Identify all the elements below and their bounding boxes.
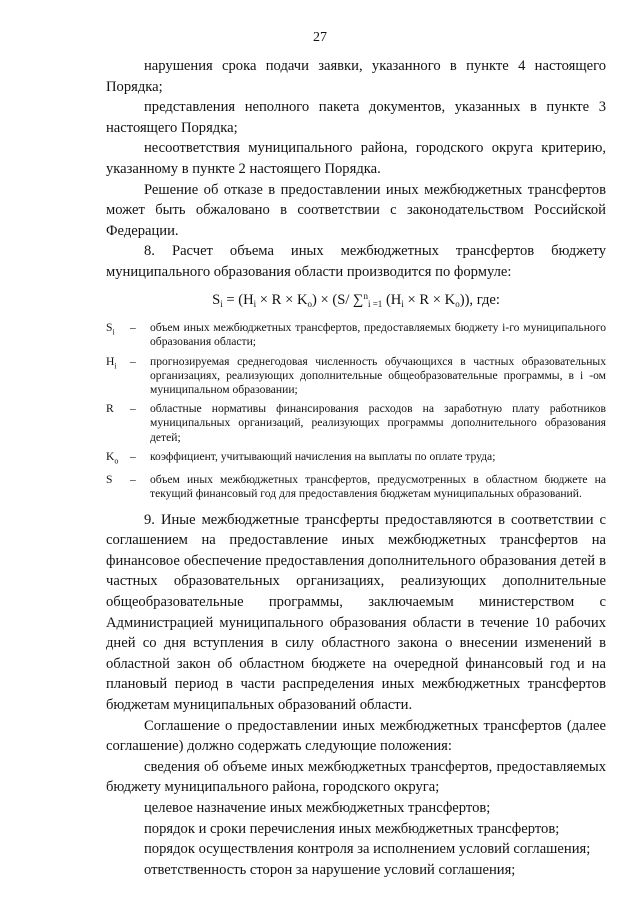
definition-text: коэффициент, учитывающий начисления на выплаты по оплате труда; <box>150 449 496 463</box>
definition-item <box>106 355 606 398</box>
definition-text: объем иных межбюджетных трансфертов, предусмотренных в областном бюджете на текущий финансовый год для предоставления бюджетам муниципальных образований. <box>150 473 606 501</box>
definition-text: объем иных межбюджетных трансфертов, предоставляемых бюджету i-го муниципального образования области; <box>150 321 606 349</box>
formula-sub: o <box>307 298 312 309</box>
paragraph: порядок осуществления контроля за исполнением условий соглашения; <box>144 841 591 858</box>
definition-symbol: S <box>106 473 113 487</box>
paragraph: несоответствия муниципального района, городского округа критерию, указанному в пункте 2 настоящего Порядка. <box>106 140 606 177</box>
formula-sub: i <box>220 298 223 309</box>
formula-sub: i <box>253 298 257 309</box>
definition-symbol: $K_o$ <box>106 449 119 466</box>
definition-dash: – <box>130 402 136 416</box>
definition-text: прогнозируемая среднегодовая численность обучающихся в частных образовательных организациях, реализующих дополнительные общеобразовательные программы, в i -ом муниципальном образовании; <box>150 354 606 396</box>
definition-dash: – <box>130 449 136 463</box>
formula-sup: n <box>363 290 368 301</box>
document-body <box>106 56 606 880</box>
paragraph: 8. Расчет объема иных межбюджетных трансфертов бюджету муниципального образования области производится по формуле: <box>106 243 606 280</box>
definition-text: областные нормативы финансирования расходов на заработную плату работников муниципальных организаций, реализующих программы дополнительного образования детей; <box>150 402 606 444</box>
definition-dash: – <box>130 354 136 368</box>
formula-sub: i <box>401 298 404 309</box>
paragraph: нарушения срока подачи заявки, указанного в пункте 4 настоящего Порядка; <box>106 58 606 95</box>
definition-item <box>106 321 606 349</box>
paragraph: Решение об отказе в предоставлении иных межбюджетных трансфертов может быть обжаловано в соответствии с законодательством Российской Федерации. <box>106 181 606 239</box>
definition-item <box>106 402 606 445</box>
paragraph: 9. Иные межбюджетные трансферты предоставляются в соответствии с соглашением на предоставление иных межбюджетных трансфертов на финансовое обеспечение предоставления дополнительного образования детей в частных образовательных организациях, реализующих дополнительные общеобразовательные программы, заключаемым министерством с Администрацией муниципального образования области в течение 10 рабочих дней со дня вступления в силу областного закона о внесении изменений в областной закон об областном бюджете на очередной финансовый год и на плановый период в части распределения иных межбюджетных трансфертов бюджетам муниципальных образований области. <box>106 511 606 714</box>
definition-dash: – <box>130 321 136 335</box>
formula-part: )), где: <box>459 291 500 308</box>
paragraph: порядок и сроки перечисления иных межбюджетных трансфертов; <box>144 820 560 837</box>
formula-sub: i =1 <box>367 298 383 309</box>
formula <box>106 286 606 315</box>
paragraph: представления неполного пакета документов, указанных в пункте 3 настоящего Порядка; <box>106 99 606 136</box>
definition-symbol: $H_i$ <box>106 354 117 370</box>
formula-sub: o <box>455 298 460 309</box>
formula-part: × R × K <box>403 291 456 308</box>
page-number: 27 <box>313 30 327 45</box>
formula-part: = (H <box>222 291 254 308</box>
formula-lhs: S <box>212 291 221 308</box>
formula-part: (H <box>382 291 402 308</box>
paragraph: ответственность сторон за нарушение условий соглашения; <box>144 861 516 878</box>
formula-part: ) × (S/ ∑ <box>311 291 364 308</box>
definition-symbol: $S_i$ <box>106 321 115 337</box>
definition-item <box>106 473 606 501</box>
definitions-list <box>106 321 606 502</box>
paragraph: целевое назначение иных межбюджетных трансфертов; <box>144 799 491 816</box>
definition-symbol: R <box>106 402 114 416</box>
definition-dash: – <box>130 473 136 487</box>
paragraph: сведения об объеме иных межбюджетных трансфертов, предоставляемых бюджету муниципального района, городского округа; <box>106 758 606 796</box>
paragraph: Соглашение о предоставлении иных межбюджетных трансфертов (далее соглашение) должно содержать следующие положения: <box>106 717 606 755</box>
formula-part: × R × K <box>256 291 308 308</box>
definition-item <box>106 450 606 469</box>
